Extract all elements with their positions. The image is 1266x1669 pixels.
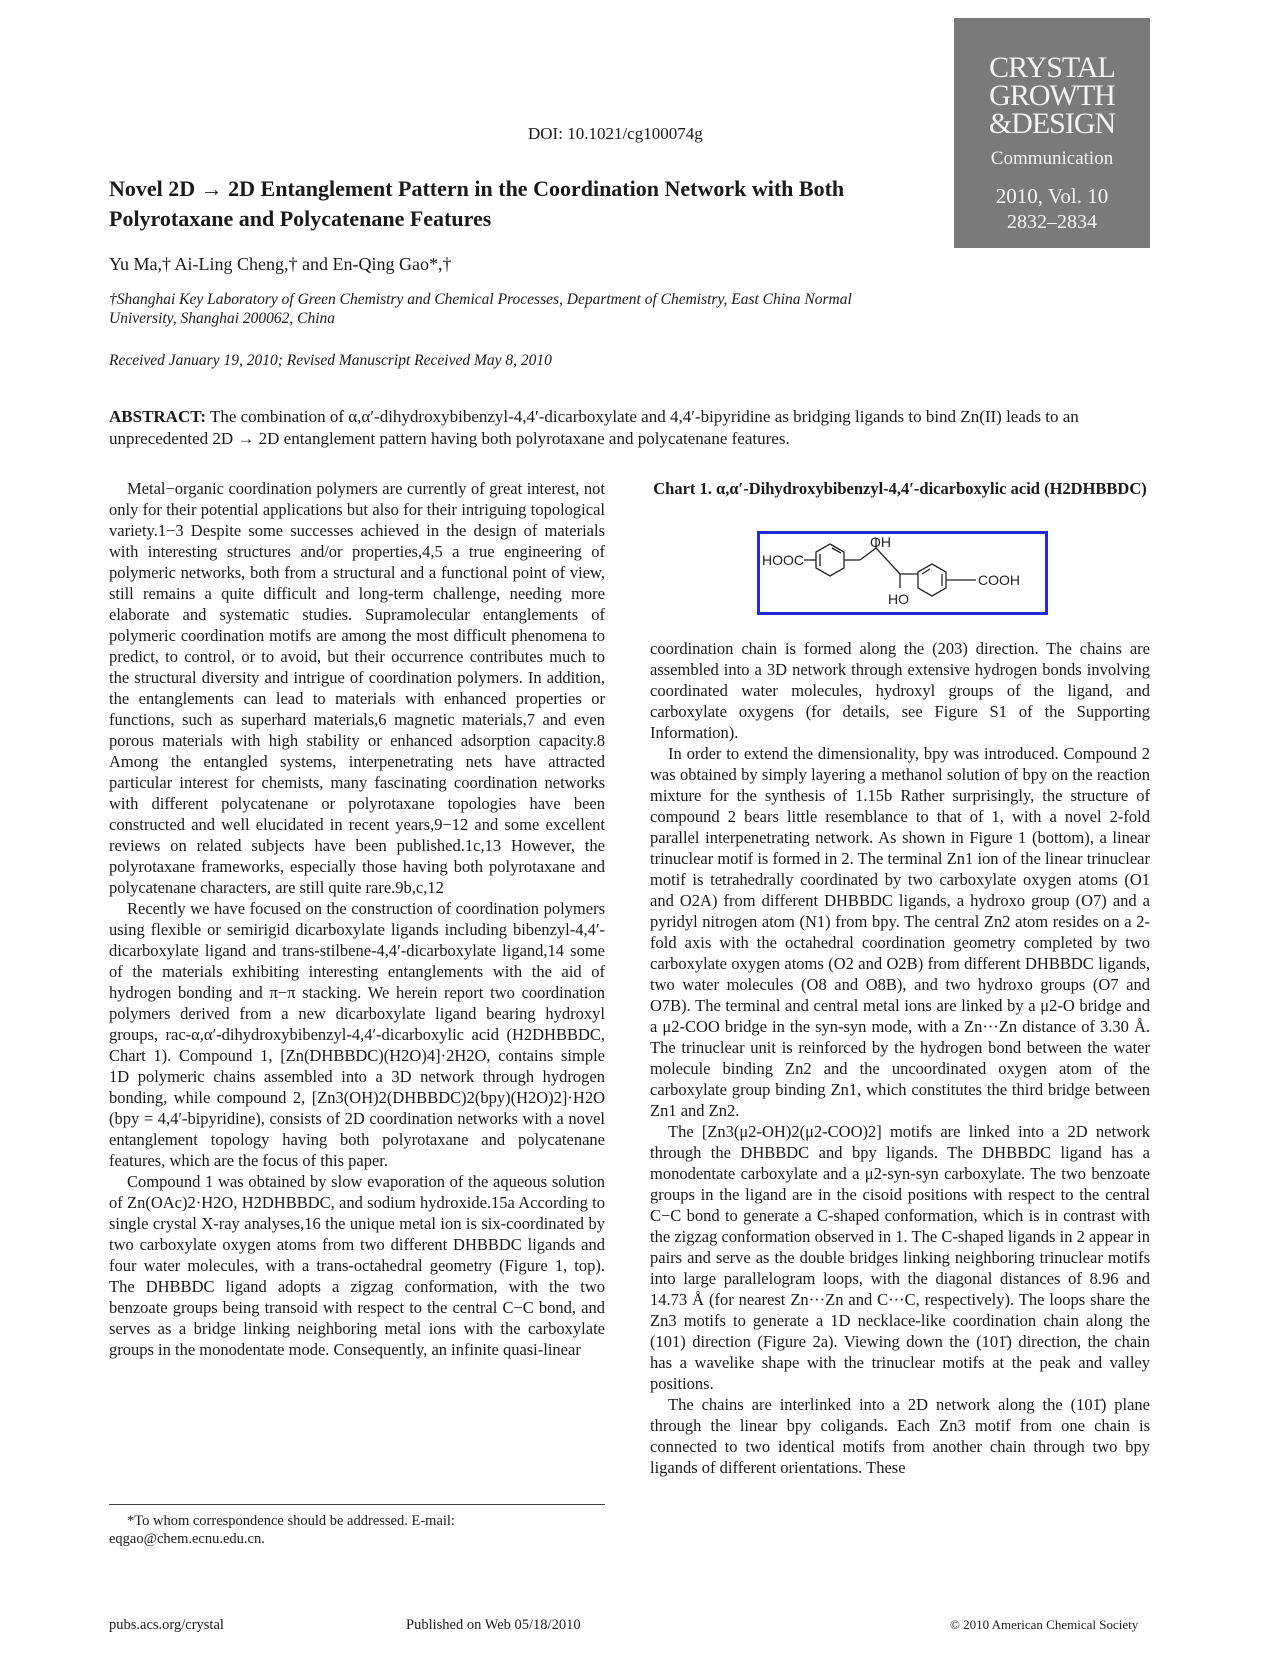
abstract-label: ABSTRACT: [109, 407, 206, 426]
label-ho: HO [888, 591, 909, 607]
copyright: © 2010 American Chemical Society [950, 1617, 1139, 1632]
paragraph: The chains are interlinked into a 2D network along the (101̄) plane through the linear bpy coligands. Each Zn3 motif from one chain is connected to two identical motifs from another chain through two bpy ligands of different orientations. These [650, 1395, 1150, 1477]
footnote-divider [109, 1504, 605, 1505]
chart-caption: Chart 1. α,α′-Dihydroxybibenzyl-4,4′-dicarboxylic acid (H2DHBBDC) [653, 479, 1147, 498]
bond [876, 548, 900, 574]
authors: Yu Ma,† Ai-Ling Cheng,† and En-Qing Gao*,† [109, 254, 452, 274]
paragraph: Metal−organic coordination polymers are currently of great interest, not only for their potential applications but also for their intriguing topological variety.1−3 Despite some successes achieved in the design of materials with interesting structures and/or properties,4,5 a true engineering of polymeric networks, both from a structural and a functional point of view, still remains a quite difficult and long-term challenge, needing more elaborate and systematic studies. Supramolecular entanglements of polymeric coordination motifs are among the most difficult phenomena to predict, to control, or to avoid, but their occurrence contributes much to the structural diversity and intrigue of coordination polymers. In addition, the entanglements can lead to materials with enhanced properties or functions, such as superhard materials,6 magnetic materials,7 and even porous materials with high stability or enhanced adsorption capacity.8 Among the entangled systems, interpenetrating nets have attracted particular interest for chemists, many fascinating coordination networks with different polycatenane or polyrotaxane topologies have been constructed and well elucidated in recent years,9−12 and some excellent reviews on related subjects have been published.1c,13 However, the polyrotaxane frameworks, especially those having both polyrotaxane and polycatenane characters, are still quite rare.9b,c,12 [109, 479, 605, 897]
structure-drawing [760, 534, 1045, 612]
paper-title: Novel 2D → 2D Entanglement Pattern in the Coordination Network with Both Polyrotaxane and Polycatenane Features [109, 176, 845, 231]
journal-name-line: GROWTH [989, 79, 1115, 112]
left-column [109, 478, 605, 1360]
journal-name-line: CRYSTAL [989, 51, 1115, 84]
paragraph: coordination chain is formed along the (203) direction. The chains are assembled into a 3D network through extensive hydrogen bonds involving coordinated water molecules, hydroxyl groups of the ligand, and carboxylate oxygens (for details, see Figure S1 of the Supporting Information). [650, 639, 1150, 742]
affiliation: †Shanghai Key Laboratory of Green Chemistry and Chemical Processes, Department of Chemistry, East China Normal University, Shanghai 200062, China [109, 291, 852, 327]
paragraph: In order to extend the dimensionality, bpy was introduced. Compound 2 was obtained by simply layering a methanol solution of bpy on the reaction mixture for the synthesis of 1.15b Rather surprisingly, the structure of compound 2 bears little resemblance to that of 1, with a novel 2-fold parallel interpenetrating network. As shown in Figure 1 (bottom), a linear trinuclear motif is formed in 2. The terminal Zn1 ion of the linear trinuclear motif is tetrahedrally coordinated by two carboxylate oxygen atoms (O1 and O2A) from different DHBBDC ligands, a hydroxo group (O7) and a pyridyl nitrogen atom (N1) from bpy. The central Zn2 atom resides on a 2-fold axis with the octahedral coordination geometry completed by two carboxylate oxygen atoms (O2 and O2B) from different DHBBDC ligands, two water molecules (O8 and O8B), and two hydroxo groups (O7 and O7B). The terminal and central metal ions are linked by a μ2-O bridge and a μ2-COO bridge in the syn-syn mode, with a Zn···Zn distance of 3.30 Å. The trinuclear unit is reinforced by the hydrogen bond between the water molecule binding Zn2 and the uncoordinated oxygen atom of the carboxylate group binding Zn1, which constitutes the third bridge between Zn1 and Zn2. [650, 744, 1150, 1120]
label-oh: OH [870, 534, 891, 550]
journal-badge [954, 18, 1150, 248]
paragraph: Recently we have focused on the construction of coordination polymers using flexible or semirigid dicarboxylate ligands including bibenzyl-4,4′-dicarboxylate ligand and trans-stilbene-4,4′-dicarboxylate ligand,14 some of the materials exhibiting interesting entanglements with the aid of hydrogen bonding and π−π stacking. We herein report two coordination polymers derived from a new dicarboxylate ligand bearing hydroxyl groups, rac-α,α′-dihydroxybibenzyl-4,4′-dicarboxylic acid (H2DHBBDC, Chart 1). Compound 1, [Zn(DHBBDC)(H2O)4]·2H2O, contains simple 1D polymeric chains assembled into a 3D network through hydrogen bonding, while compound 2, [Zn3(OH)2(DHBBDC)2(bpy)(H2O)2]·H2O (bpy = 4,4′-bipyridine), consists of 2D coordination networks with a novel entanglement topology having both polyrotaxane and polycatenane features, which are the focus of this paper. [109, 899, 605, 1170]
journal-name [954, 51, 1150, 140]
label-hooc: HOOC [762, 552, 804, 568]
article-type: Communication [990, 148, 1114, 169]
journal-url[interactable]: pubs.acs.org/crystal [109, 1617, 224, 1633]
correspondence-footnote: *To whom correspondence should be addressed. E-mail: eqgao@chem.ecnu.edu.cn. [109, 1513, 455, 1547]
doi[interactable]: DOI: 10.1021/cg100074g [528, 124, 703, 143]
paragraph: The [Zn3(μ2-OH)2(μ2-COO)2] motifs are linked into a 2D network through the DHBBDC and bpy ligands. The DHBBDC ligand has a monodentate carboxylate and a μ2-syn-syn carboxylate. The two benzoate groups in the ligand are in the cisoid positions with respect to the central C−C bond to generate a C-shaped conformation, which is in contrast with the zigzag conformation observed in 1. The C-shaped ligands in 2 appear in pairs and serve as the double bridges linking neighboring trinuclear motifs into large parallelogram loops, with the diagonal distances of 8.96 and 14.73 Å (for nearest Zn···Zn and C···C, respectively). The loops share the Zn3 motifs to generate a 1D necklace-like coordination chain along the (101) direction (Figure 2a). Viewing down the (101̄) direction, the chain has a wavelike shape with the trinuclear motifs at the peak and valley positions. [650, 1122, 1150, 1393]
right-column [650, 638, 1150, 1478]
chemical-structure-figure [757, 531, 1048, 615]
journal-name-line: &DESIGN [988, 107, 1116, 140]
received-dates: Received January 19, 2010; Revised Manuscript Received May 8, 2010 [109, 352, 552, 369]
publication-date: Published on Web 05/18/2010 [406, 1617, 581, 1633]
label-cooh: COOH [978, 572, 1020, 588]
year-volume: 2010, Vol. 10 [995, 184, 1109, 208]
abstract [109, 406, 1149, 450]
page-range: 2832–2834 [1007, 211, 1097, 233]
paragraph: Compound 1 was obtained by slow evaporation of the aqueous solution of Zn(OAc)2·H2O, H2DHBBDC, and sodium hydroxide.15a According to single crystal X-ray analyses,16 the unique metal ion is six-coordinated by two carboxylate oxygen atoms from two different DHBBDC ligands and four water molecules, with a trans-octahedral geometry (Figure 1, top). The DHBBDC ligand adopts a zigzag conformation, with the two benzoate groups being transoid with respect to the central C−C bond, and serves as a bridge linking neighboring metal ions with the carboxylate groups in the monodentate mode. Consequently, an infinite quasi-linear [109, 1172, 605, 1359]
abstract-text: The combination of α,α′-dihydroxybibenzyl-4,4′-dicarboxylate and 4,4′-bipyridine as bridging ligands to bind Zn(II) leads to an unprecedented 2D → 2D entanglement pattern having both polyrotaxane and polycatenane features. [109, 407, 1079, 448]
